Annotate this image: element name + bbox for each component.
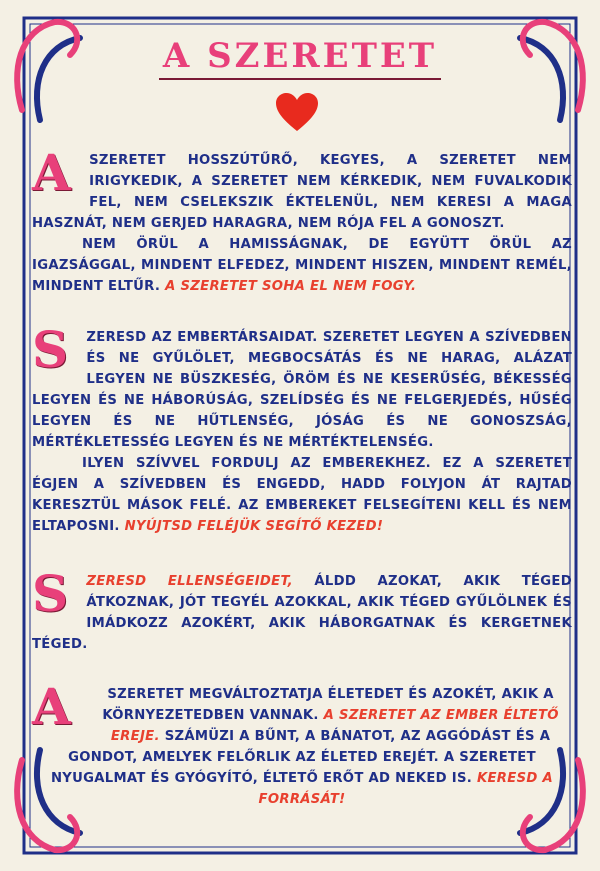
highlight-text: A SZERETET AZ EMBER ÉLTETŐ EREJE. [110,708,559,744]
highlight-text: A SZERETET SOHA EL NEM FOGY. [165,279,417,294]
drop-cap: S [32,320,69,379]
paragraph: SZÁMÜZI A BŰNT, A BÁNATOT, AZ AGGÓDÁST ÉS A GONDOT, AMELYEK FELŐRLIK AZ ÉLETED EREJÉT. A SZERETET NYUGALMAT ÉS GYÓGYÍTÓ, ÉLTETŐ ERŐT AD NEKED IS. [50,729,551,786]
drop-cap: A [32,143,72,202]
page-title: A SZERETET [0,36,600,76]
paragraph: ILYEN SZÍVVEL FORDULJ AZ EMBEREKHEZ. EZ A SZERETET ÉGJEN A SZÍVEDBEN ÉS ENGEDD, HADD FOLYJON ÁT RAJTAD KERESZTÜL MÁSOK FELÉ. AZ EMBEREKET FELSEGÍTENI KELL ÉS NEM ELTAPOSNI. [32,456,572,534]
drop-cap: S [32,564,69,623]
section-4 [32,677,572,810]
paragraph: NEM ÖRÜL A HAMISSÁGNAK, DE EGYÜTT ÖRÜL AZ IGAZSÁGGAL, MINDENT ELFEDEZ, MINDENT HISZEN, MINDENT REMÉL, MINDENT ELTŰR. [32,237,572,294]
drop-cap: A [32,677,72,736]
highlight-text: KERESD A FORRÁSÁT! [258,771,554,807]
section-2 [32,320,572,537]
highlight-text: NYÚJTSD FELÉJÜK SEGÍTŐ KEZED! [124,519,384,534]
paragraph: ZERESD AZ EMBERTÁRSAIDAT. SZERETET LEGYEN A SZÍVEDBEN ÉS NE GYŰLÖLET, MEGBOCSÁTÁS ÉS NE HARAG, ALÁZAT LEGYEN NE BÜSZKESÉG, ÖRÖM ÉS NE KESERŰSÉG, BÉKESSÉG LEGYEN ÉS NE HÁBORÚSÁG, SZELÍDSÉG ÉS NE FELGERJEDÉS, HŰSÉG LEGYEN ÉS NE HŰTLENSÉG, JÓSÁG ÉS NE GONOSZSÁG, MÉRTÉKLETESSÉG LEGYEN ÉS NE MÉRTÉKTELENSÉG. [32,330,572,450]
paragraph: SZERETET HOSSZÚTŰRŐ, KEGYES, A SZERETET NEM IRIGYKEDIK, A SZERETET NEM KÉRKEDIK, NEM FUVALKODIK FEL, NEM CSELEKSZIK ÉKTELENÜL, NEM KERESI A MAGA HASZNÁT, NEM GERJED HARAGRA, NEM RÓJA FEL A GONOSZT. [32,153,572,231]
paragraph: ÁLDD AZOKAT, AKIK TÉGED ÁTKOZNAK, JÓT TEGYÉL AZOKKAL, AKIK TÉGED GYŰLÖLNEK ÉS IMÁDKOZZ AZOKÉRT, AKIK HÁBORGATNAK ÉS KERGETNEK TÉGED. [32,574,572,652]
paragraph: SZERETET MEGVÁLTOZTATJA ÉLETEDET ÉS AZOKÉT, AKIK A KÖRNYEZETEDBEN VANNAK. [102,687,554,723]
section-1 [32,143,572,297]
heart-icon [276,93,318,133]
highlight-text: ZERESD ELLENSÉGEIDET, [86,574,293,589]
section-3 [32,564,572,655]
